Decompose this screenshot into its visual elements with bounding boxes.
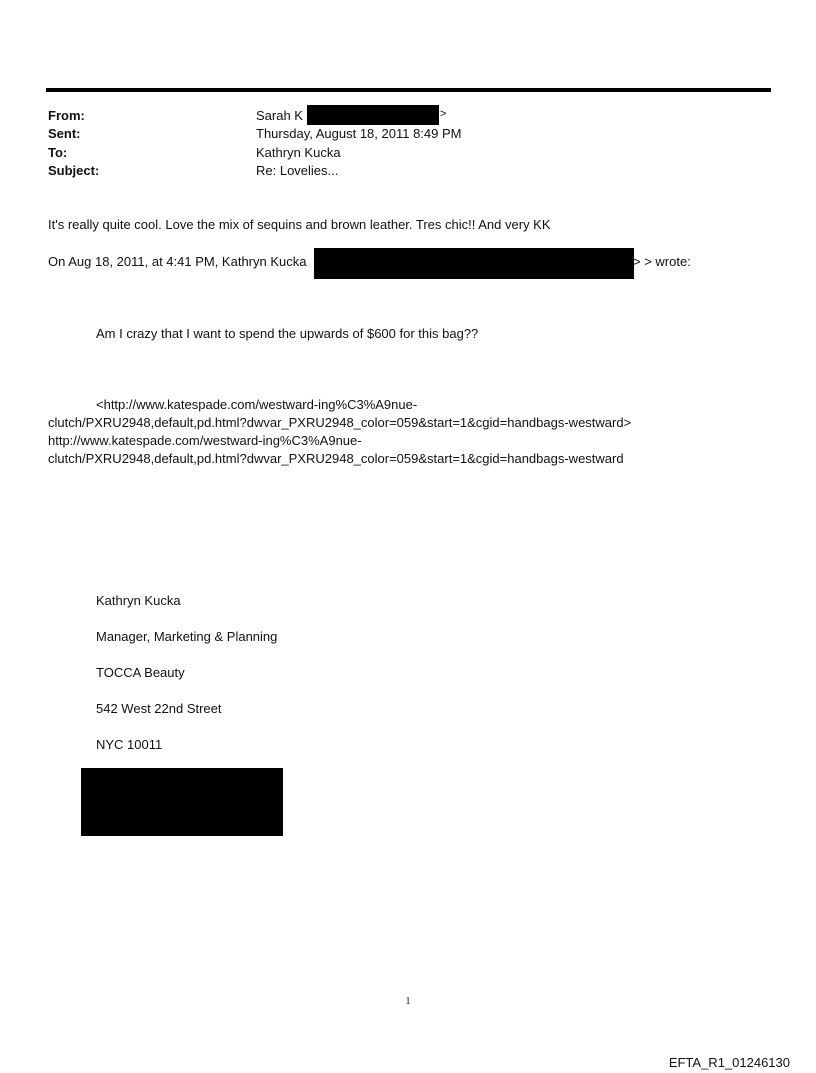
from-value: Sarah K [256,108,303,123]
sent-label: Sent: [48,126,81,141]
redaction-signature-block [81,768,283,836]
link-line-2[interactable]: clutch/PXRU2948,default,pd.html?dwvar_PXRU2948_color=059&start=1&cgid=handbags-westward> [48,415,632,430]
bates-number: EFTA_R1_01246130 [668,1055,790,1070]
signature-name: Kathryn Kucka [96,593,181,608]
signature-address: 542 West 22nd Street [96,701,222,716]
from-label: From: [48,108,85,123]
sent-value: Thursday, August 18, 2011 8:49 PM [256,126,462,141]
header-rule [46,88,771,92]
subject-value: Re: Lovelies... [256,163,339,178]
quote-prefix: On Aug 18, 2011, at 4:41 PM, Kathryn Kucka [48,254,307,269]
to-value: Kathryn Kucka [256,145,341,160]
subject-label: Subject: [48,163,100,178]
to-label: To: [48,145,68,160]
signature-city: NYC 10011 [96,737,163,752]
link-line-3[interactable]: http://www.katespade.com/westward-ing%C3%A9nue- [48,433,362,448]
page-number: 1 [405,996,411,1007]
from-tail: > [440,108,447,120]
signature-title: Manager, Marketing & Planning [96,629,278,644]
question-text: Am I crazy that I want to spend the upwards of $600 for this bag?? [96,326,479,341]
reply-text: It's really quite cool. Love the mix of sequins and brown leather. Tres chic!! And very KK [48,217,551,232]
quote-suffix: > > wrote: [633,254,691,269]
redaction-quote-email [314,248,634,279]
redaction-from-email [307,105,439,125]
signature-company: TOCCA Beauty [96,665,185,680]
link-line-4[interactable]: clutch/PXRU2948,default,pd.html?dwvar_PXRU2948_color=059&start=1&cgid=handbags-westward [48,451,624,466]
link-line-1[interactable]: <http://www.katespade.com/westward-ing%C3%A9nue- [96,397,418,412]
